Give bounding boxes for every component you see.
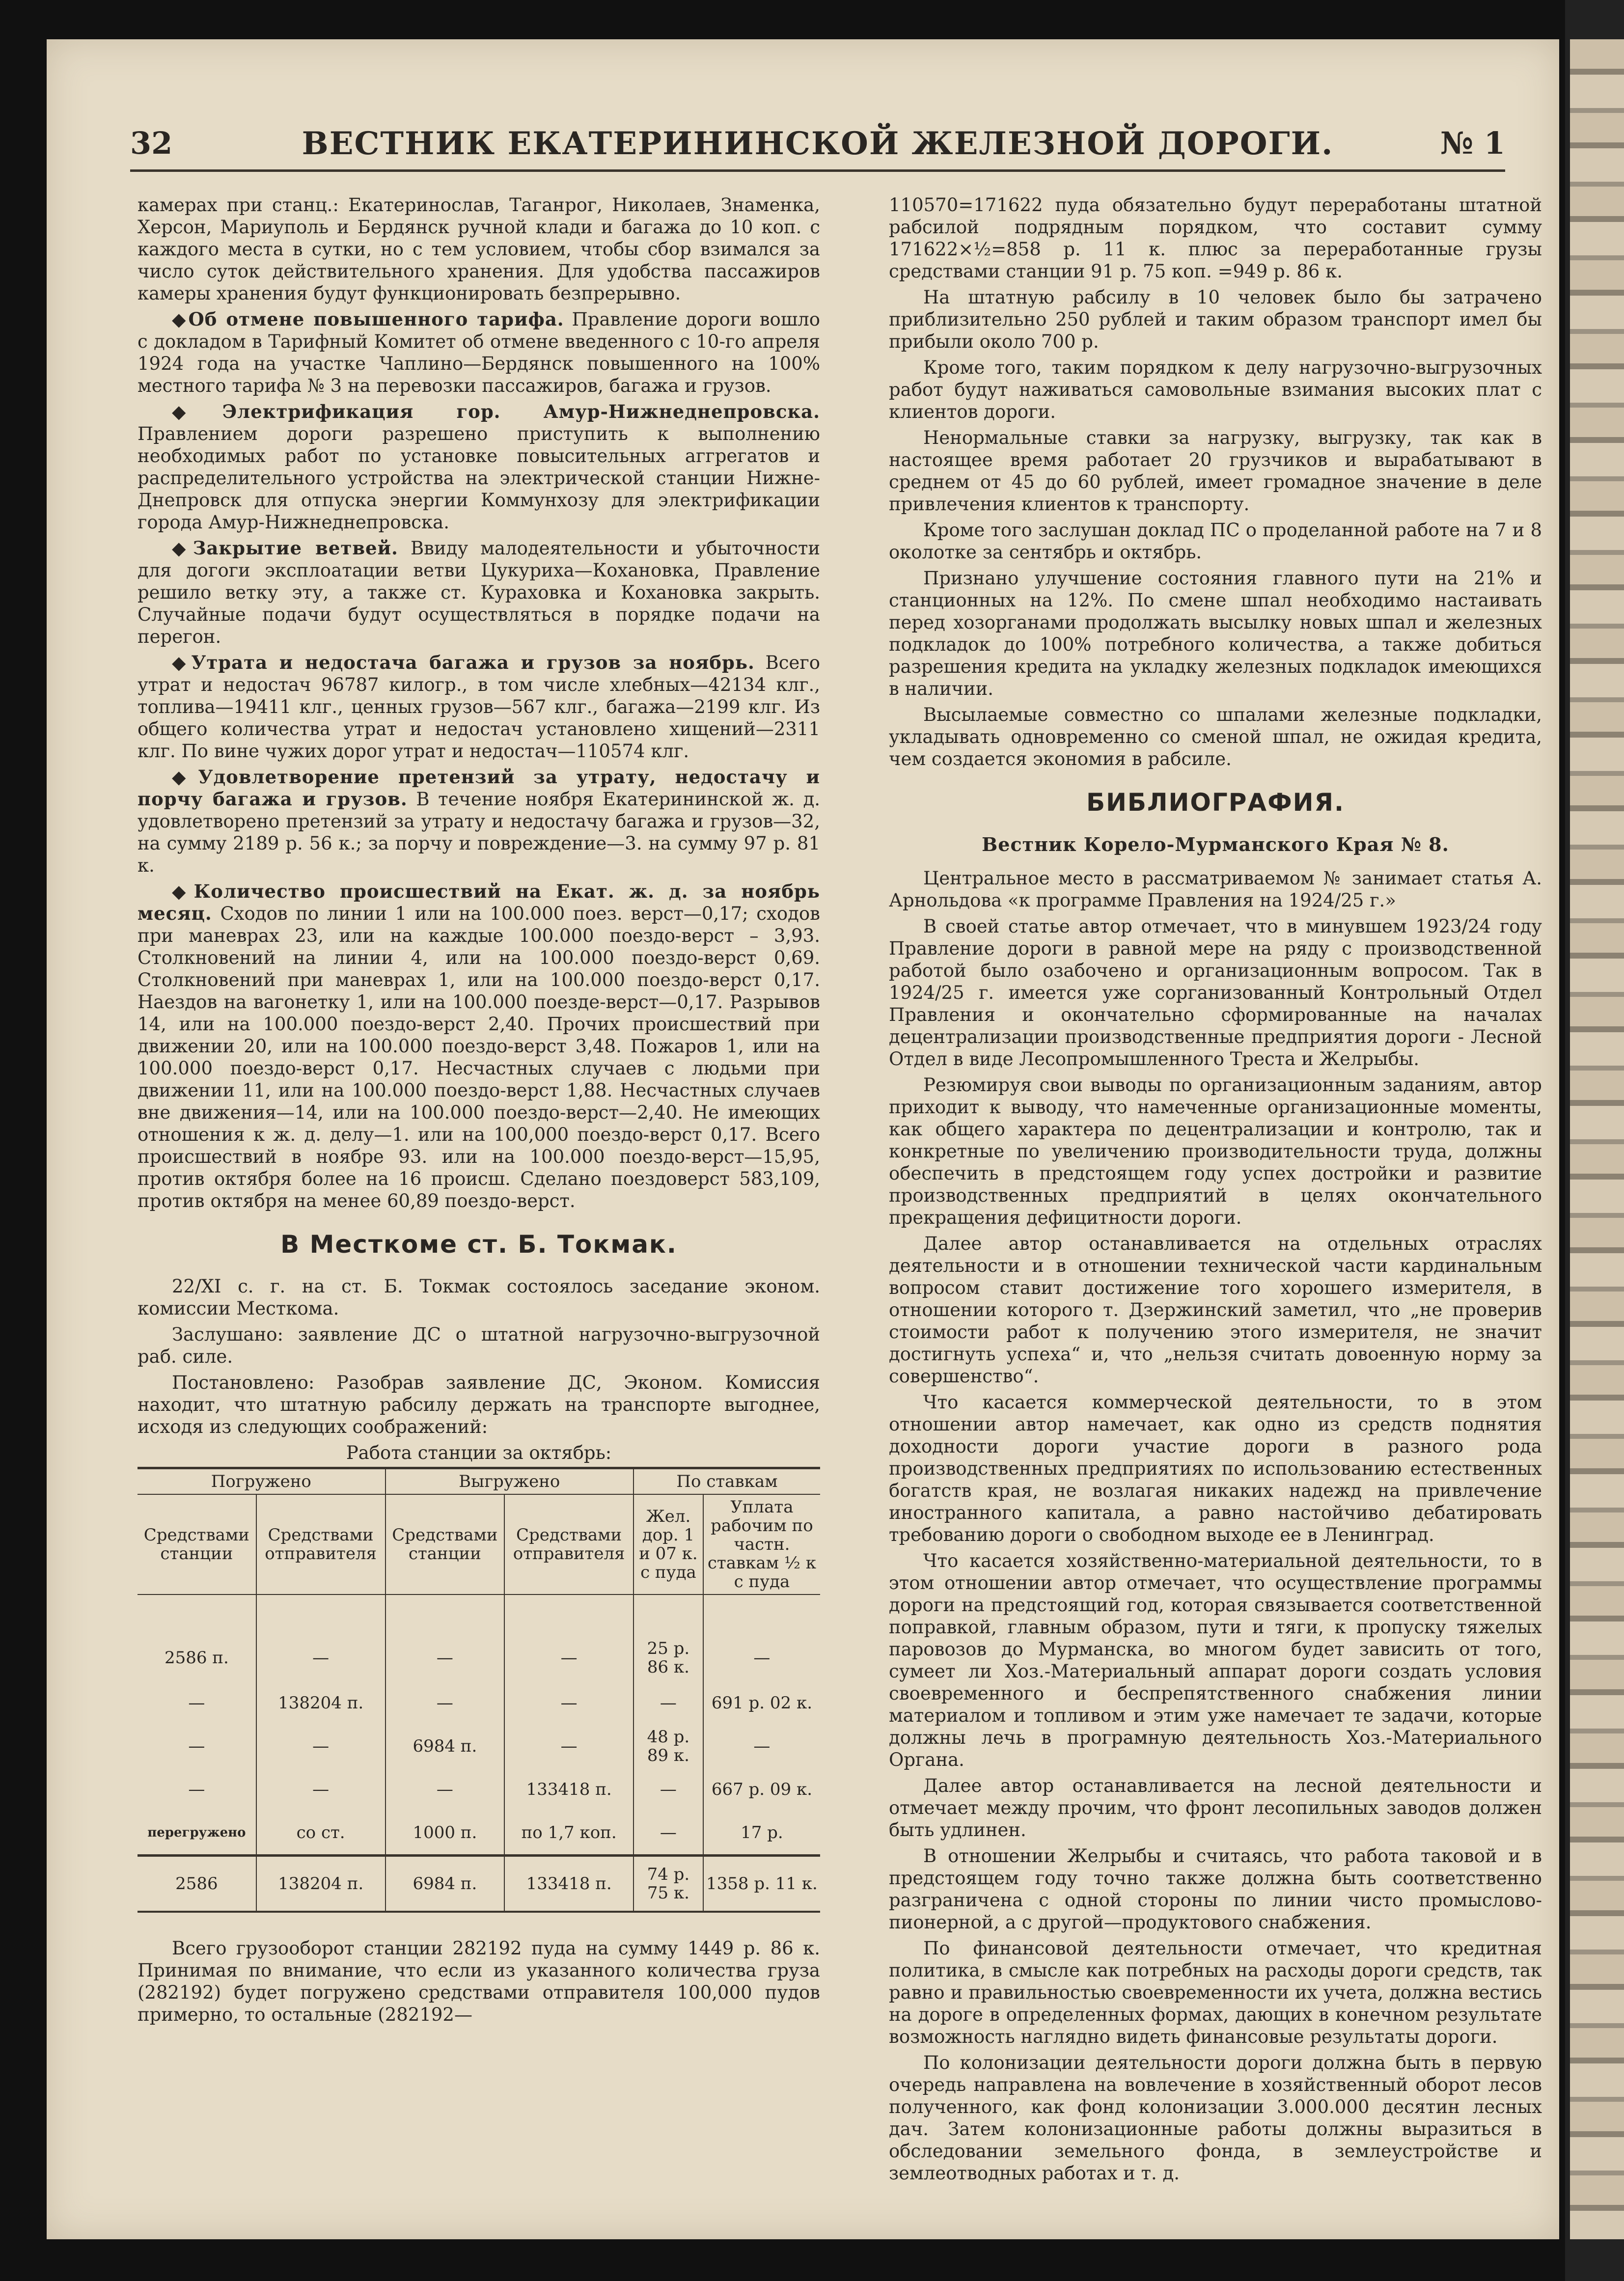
- news-item-losses: [138, 652, 820, 762]
- column-header: Жел. дор. 1 и 07 к. с пуда: [633, 1494, 703, 1594]
- table-cell: —: [633, 1768, 703, 1811]
- news-item-incidents: [138, 880, 820, 1212]
- news-title: ◆ Электрификация гор. Амур-Нижнеднепровска.: [172, 401, 820, 422]
- news-text: Ввиду малодеятельности и убыточности для догоги эксплоатации ветви Цукуриха—Кохановка, Правление решило ветку эту, а также ст. Кураховка и Кохановка закрыть. Случайные подачи будут осуществляться в порядке подачи на перегон.: [138, 538, 820, 647]
- mestkom-paragraph: Заслушано: заявление ДС о штатной нагрузочно-выгрузочной раб. силе.: [138, 1324, 820, 1367]
- table-row: [138, 1768, 820, 1811]
- bibliography-paragraph: В своей статье автор отмечает, что в минувшем 1923/24 году Правление дороги в равной мере на ряду с производственной работой было озабочено и организационным вопросом. Так в 1924/25 г. имеется уже сорганизованный Контрольный Отдел Правления и окончательно сформированные на началах децентрализации производственные предприятия дороги - Лесной Отдел в виде Лесопромышленного Треста и Желрыбы.: [889, 916, 1542, 1070]
- table-cell: —: [385, 1681, 505, 1725]
- column-header: Средствами отправителя: [504, 1494, 633, 1594]
- mestkom-paragraph: Всего грузооборот станции 282192 пуда на сумму 1449 р. 86 к. Принимая по внимание, что если из указанного количества груза (282192) будет погружено средствами отправителя 100,000 пудов примерно, то остальные (282192—: [138, 1938, 820, 2025]
- table-cell: 2586 п.: [164, 1648, 229, 1668]
- table-row: [138, 1594, 820, 1681]
- table-cell: 1000 п.: [385, 1811, 505, 1856]
- column-header: Средствами станции: [385, 1494, 505, 1594]
- mestkom-paragraph: На штатную рабсилу в 10 человек было бы затрачено приблизительно 250 рублей и таким образом транспорт имел бы прибыли около 700 р.: [889, 287, 1542, 352]
- table-cell: —: [256, 1768, 385, 1811]
- page-number: 32: [130, 125, 173, 161]
- table-cell: 48 р. 89 к.: [633, 1725, 703, 1768]
- table-cell: 6984 п.: [385, 1856, 505, 1912]
- table-cell: —: [385, 1768, 505, 1811]
- news-item-closure: [138, 537, 820, 648]
- section-title-mestkom: В Месткоме ст. Б. Токмак.: [280, 1230, 677, 1259]
- table-cell: —: [256, 1594, 385, 1681]
- table-cell: 138204 п.: [256, 1856, 385, 1912]
- news-item-claims: [138, 766, 820, 877]
- adjacent-page-edge: [1570, 39, 1624, 2239]
- bibliography-paragraph: Что касается хозяйственно-материальной деятельности, то в этом отношении автор отмечает, что осуществление программы дороги на предстоящий год, которая связывается соответственной поправкой, главным образом, пути и тяги, к пропуску тяжелых паровозов до Мурманска, во многом будет зависить от того, сумеет ли Хоз.-Материальный аппарат дороги создать условия своевременного и беспрепятственного снабжения линии материалом и топливом и этим уже намечает те задачи, которые должны лечь в програмную деятельность Хоз.-Материального Органа.: [889, 1550, 1542, 1770]
- mestkom-paragraph: Признано улучшение состояния главного пути на 21% и станционных на 12%. По смене шпал необходимо настаивать перед хозорганами продолжать высылку новых шпал и железных подкладок до 100% потребного количества, а также добиться разрешения кредита на укладку железных подкладок имеющихся в наличии.: [889, 568, 1542, 699]
- journal-title: ВЕСТНИК ЕКАТЕРИНИНСКОЙ ЖЕЛЕЗНОЙ ДОРОГИ.: [302, 125, 1334, 162]
- mestkom-paragraph: Кроме того, таким порядком к делу нагрузочно-выгрузочных работ будут наживаться самовольные взимания высоких плат с клиентов дороги.: [889, 357, 1542, 422]
- news-title: ◆ Количество происшествий на Екат. ж. д. за ноябрь месяц.: [138, 880, 820, 924]
- table-cell: —: [504, 1594, 633, 1681]
- table-cell: —: [188, 1693, 205, 1713]
- table-cell: —: [504, 1681, 633, 1725]
- bibliography-paragraph: Резюмируя свои выводы по организационным заданиям, автор приходит к выводу, что намеченные организационные моменты, как общего характера по децентрализации и контролю, так и конкретные по увеличению производительности труда, должны обеспечить в предстоящем году успех достройки и развитие производственных предприятий в целях окончательного прекращения дефицитности дороги.: [889, 1074, 1542, 1228]
- mestkom-paragraph: Кроме того заслушан доклад ПС о проделанной работе на 7 и 8 околотке за сентябрь и октябрь.: [889, 520, 1542, 563]
- news-title: ◆ Удовлетворение претензий за утрату, недостачу и порчу багажа и грузов.: [138, 766, 820, 810]
- table-cell: —: [504, 1725, 633, 1768]
- table-cell: 133418 п.: [504, 1856, 633, 1912]
- table-total-row: [138, 1856, 820, 1912]
- intro-paragraph: камерах при станц.: Екатеринослав, Таганрог, Николаев, Знаменка, Херсон, Мариуполь и Бердянск ручной клади и багажа до 10 коп. с каждого места в сутки, но с тем условием, чтобы сбор взимался за число суток действительного хранения. Для удобства пассажиров камеры хранения будут функционировать безпрерывно.: [138, 194, 820, 304]
- news-item-tariff: [138, 308, 820, 397]
- mestkom-paragraph: Ненормальные ставки за нагрузку, выгрузку, так как в настоящее время работает 20 грузчиков и вырабатывают в среднем от 45 до 60 рублей, имеет громадное значение в деле привлечения клиентов к транспорту.: [889, 427, 1542, 515]
- table-cell: —: [633, 1681, 703, 1725]
- table-cell: перегружено: [147, 1825, 246, 1840]
- bibliography-paragraph: Что касается коммерческой деятельности, то в этом отношении автор намечает, как одно из средств поднятия доходности дороги участие дороги в разного рода производственных предприятиях по использованию естественных богатств края, не возлагая никаких надежд на привлечение иностранного капитала, а равно настойчиво дебатировать требованию дороги о свободном выходе ее в Ленинград.: [889, 1392, 1542, 1545]
- group-header: Погружено: [138, 1468, 385, 1495]
- issue-number: № 1: [1440, 125, 1505, 161]
- table-cell: со ст.: [256, 1811, 385, 1856]
- bibliography-paragraph: Далее автор останавливается на отдельных отраслях деятельности и в отношении технической части кардинальным вопросом ставит достижение того хорошего измерителя, в отношении которого т. Дзержинский заметил, что „не проверив стоимости работ к получению этого измерителя, не значит достигнуть успеха“ и, что „нельзя считать довоенную норму за совершенство“.: [889, 1233, 1542, 1387]
- news-text: Правлением дороги разрешено приступить к выполнению необходимых работ по установке повысительных аггрегатов и распределительного устройства на электрической станции Нижне-Днепровск для отпуска энергии Коммунхозу для электрификации города Амур-Нижнеднепровска.: [138, 423, 820, 533]
- table-cell: —: [385, 1594, 505, 1681]
- bibliography-paragraph: В отношении Желрыбы и считаясь, что работа таковой и в предстоящем году точно также должна быть соответственно разграничена с одной стороны по линии чисто промыслово-пионерной, а с другой—продуктового снабжения.: [889, 1845, 1542, 1933]
- table-cell: —: [188, 1780, 205, 1799]
- column-header: Уплата рабочим по частн. ставкам ½ к с пуда: [703, 1494, 820, 1594]
- page-header: [130, 125, 1505, 172]
- table-cell: —: [256, 1725, 385, 1768]
- table-cell: 1358 р. 11 к.: [703, 1856, 820, 1912]
- news-text: В течение ноября Екатерининской ж. д. удовлетворено претензий за утрату и недостачу багажа и грузов—32, на сумму 2189 р. 56 к.; за порчу и повреждение—3. на сумму 97 р. 81 к.: [138, 789, 821, 876]
- table-row: [138, 1811, 820, 1856]
- table-cell: 17 р.: [703, 1811, 820, 1856]
- table-cell: —: [703, 1725, 820, 1768]
- group-header: По ставкам: [633, 1468, 820, 1495]
- mestkom-paragraph: 22/XI с. г. на ст. Б. Токмак состоялось заседание эконом. комиссии Месткома.: [138, 1276, 820, 1319]
- table-cell: 133418 п.: [504, 1768, 633, 1811]
- table-cell: 2586: [138, 1856, 256, 1912]
- table-cell: 74 р. 75 к.: [633, 1856, 703, 1912]
- mestkom-paragraph: Постановлено: Разобрав заявление ДС, Эконом. Комиссия находит, что штатную рабсилу держать на транспорте выгоднее, исходя из следующих соображений:: [138, 1372, 820, 1437]
- station-work-table: [138, 1467, 820, 1913]
- left-column: [138, 194, 820, 2030]
- news-text: Сходов по линии 1 или на 100.000 поез. верст—0,17; сходов при маневрах 23, или на каждые 100.000 поездо-верст – 3,93. Столкновений на линии 4, или на 100.000 поездо-верст 0,69. Столкновений при маневрах 1, или на 100.000 поездо-верст 0,17. Наездов на вагонетку 1, или на 100.000 поезде-верст—0,17. Разрывов 14, или на 100.000 поездо-верст 2,40. Прочих происшествий при движении 20, или на 100.000 поездо-верст 3,48. Пожаров 1, или на 100.000 поездо-верст 0,17. Несчастных случаев с людьми при движении 11, или на 100.000 поездо-верст 1,88. Несчастных случаев вне движения—14, или на 100.000 поездо-верст—2,40. Не имеющих отношения к ж. д. делу—1. или на 100,000 поездо-верст 0,17. Всего происшествий в ноябре 93. или на 100.000 поездо-верст—15,95, против октября более на 16 происш. Сделано поездоверст 583,109, против октября на менее 60,89 поездо-верст.: [138, 903, 820, 1211]
- bibliography-paragraph: Далее автор останавливается на лесной деятельности и отмечает между прочим, что фронт лесопильных заводов должен быть удлинен.: [889, 1775, 1542, 1841]
- news-item-electrification: [138, 401, 820, 533]
- mestkom-continued: 110570=171622 пуда обязательно будут переработаны штатной рабсилой подрядным порядком, что составит сумму 171622×½=858 р. 11 к. плюс за переработанные грузы средствами станции 91 р. 75 коп. =949 р. 86 к.: [889, 194, 1542, 282]
- table-cell: по 1,7 коп.: [504, 1811, 633, 1856]
- table-cell: —: [703, 1594, 820, 1681]
- bibliography-paragraph: По колонизации деятельности дороги должна быть в первую очередь направлена на вовлечение в хозяйственный оборот лесов полученного, как фонд колонизации 3.000.000 десятин лесных дач. Затем колонизационные работы должны выразиться в обследовании земельного фонда, в землеустройстве и землеотводных работах и т. д.: [889, 2052, 1542, 2184]
- group-header: Выгружено: [385, 1468, 634, 1495]
- table-cell: —: [633, 1811, 703, 1856]
- news-text: Правление дороги вошло с докладом в Тарифный Комитет об отмене введенного с 10-го апреля 1924 года на участке Чаплино—Бердянск повышенного на 100% местного тарифа № 3 на перевозки пассажиров, багажа и грузов.: [138, 309, 820, 396]
- bibliography-paragraph: По финансовой деятельности отмечает, что кредитная политика, в смысле как потребных на расходы дороги средств, так равно и правильностью своевременности их учета, должна вестись на дороге в определенных формах, дающих в конечном результате возможность наглядно видеть финансовые результаты дороги.: [889, 1938, 1542, 2047]
- mestkom-paragraph: Высылаемые совместно со шпалами железные подкладки, укладывать одновременно со сменой шпал, не ожидая кредита, чем создается экономия в рабсиле.: [889, 704, 1542, 769]
- news-title: ◆ Закрытие ветвей.: [172, 537, 398, 559]
- news-text: Всего утрат и недостач 96787 килогр., в том числе хлебных—42134 клг., топлива—19411 клг., ценных грузов—567 клг., багажа—2199 клг. Из общего количества утрат и недостач установлено хищений—2311 клг. По вине чужих дорог утрат и недостач—110574 клг.: [138, 652, 820, 762]
- bibliography-paragraph: Центральное место в рассматриваемом № занимает статья А. Арнольдова «к программе Правления на 1924/25 г.»: [889, 868, 1542, 911]
- table-cell: 6984 п.: [385, 1725, 505, 1768]
- table-cell: 25 р. 86 к.: [633, 1594, 703, 1681]
- table-caption: Работа станции за октябрь:: [346, 1442, 612, 1463]
- table-cell: —: [188, 1736, 205, 1756]
- section-title-bibliography: БИБЛИОГРАФИЯ.: [1086, 788, 1345, 817]
- news-title: ◆ Утрата и недостача багажа и грузов за ноябрь.: [172, 652, 755, 673]
- table-cell: 138204 п.: [256, 1681, 385, 1725]
- table-row: [138, 1725, 820, 1768]
- bibliography-subtitle: Вестник Корело-Мурманского Края № 8.: [982, 833, 1449, 855]
- table-row: [138, 1681, 820, 1725]
- table-cell: 691 р. 02 к.: [703, 1681, 820, 1725]
- table-cell: 667 р. 09 к.: [703, 1768, 820, 1811]
- column-header: Средствами станции: [138, 1494, 256, 1594]
- right-column: [889, 194, 1542, 2188]
- column-header: Средствами отправителя: [256, 1494, 385, 1594]
- news-title: ◆ Об отмене повышенного тарифа.: [172, 308, 564, 330]
